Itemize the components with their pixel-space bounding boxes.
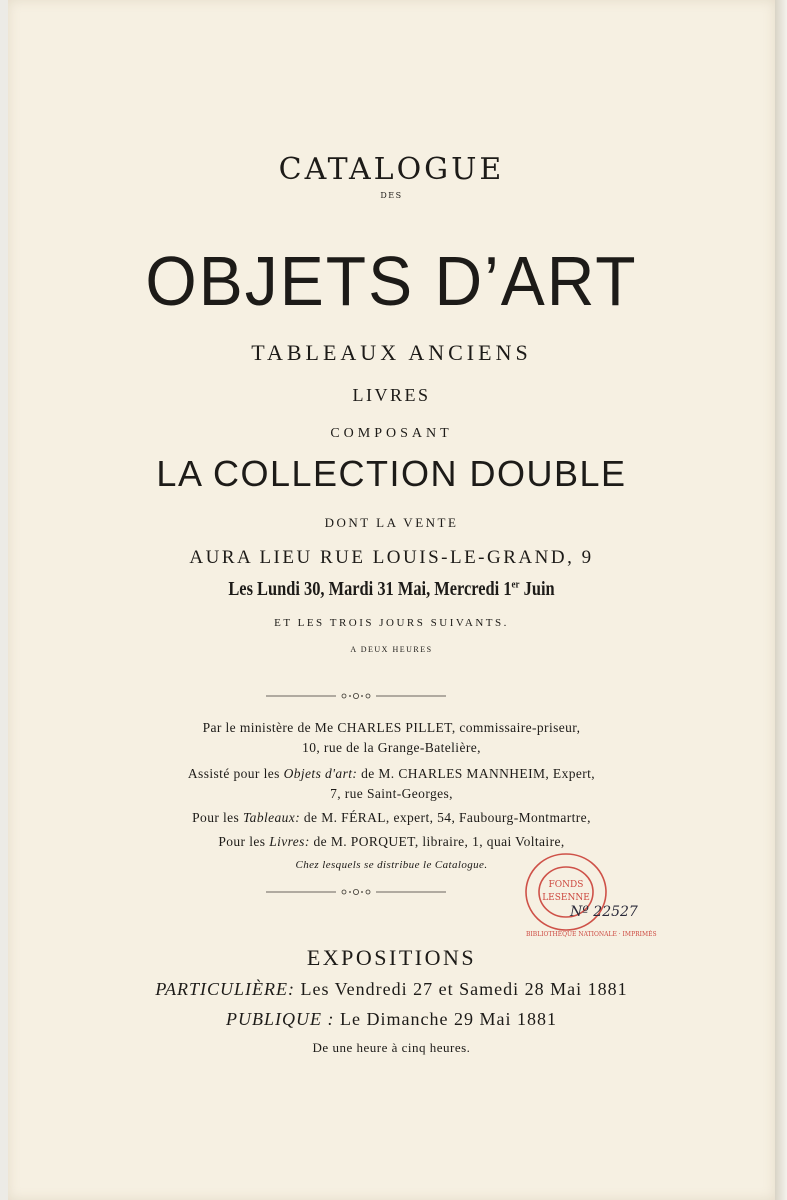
official-mannheim-pre: Assisté pour les [187, 766, 284, 781]
official-feral-post: de M. FÉRAL, expert, 54, Faubourg-Montmartre, [300, 810, 591, 825]
exposition-publique-label: PUBLIQUE : [226, 1009, 335, 1029]
official-porquet-pre: Pour les [218, 834, 270, 849]
sale-dates-sup: er [511, 578, 520, 591]
ornament-divider-bottom [266, 886, 446, 898]
composant: COMPOSANT [330, 426, 453, 441]
official-mannheim-it: Objets d'art: [283, 766, 358, 781]
official-porquet-post: de M. PORQUET, libraire, 1, quai Voltaire, [309, 834, 565, 849]
sale-dates [77, 578, 706, 601]
official-mannheim-post: de M. CHARLES MANNHEIM, Expert, [357, 766, 596, 781]
collection-double-title: LA COLLECTION DOUBLE [156, 453, 627, 494]
catalogue-heading: CATALOGUE [278, 152, 505, 187]
official-mannheim-address: 7, rue Saint-Georges, [330, 786, 453, 801]
exposition-publique-text: Le Dimanche 29 Mai 1881 [334, 1009, 557, 1029]
dont-la-vente: DONT LA VENTE [324, 515, 459, 530]
stamp-line2: LESENNE [542, 893, 590, 903]
stamp-number: Nº 22527 [570, 904, 638, 920]
livres: LIVRES [352, 385, 431, 405]
official-pillet: Par le ministère de Me CHARLES PILLET, commissaire-priseur, [202, 720, 581, 735]
official-porquet-it: Livres: [269, 834, 310, 849]
exposition-particuliere [8, 979, 775, 1000]
tableaux-anciens: TABLEAUX ANCIENS [251, 340, 532, 365]
trois-jours: ET LES TROIS JOURS SUIVANTS. [274, 617, 509, 629]
official-mannheim [8, 766, 775, 782]
sale-address: AURA LIEU RUE LOUIS-LE-GRAND, 9 [189, 547, 594, 568]
exposition-publique [8, 1009, 775, 1030]
objets-dart-title: OBJETS D’ART [145, 242, 638, 320]
stamp-line1: FONDS [548, 880, 584, 890]
page-edge [775, 0, 787, 1200]
library-stamp [520, 850, 657, 942]
exposition-hours: De une heure à cinq heures. [312, 1040, 471, 1055]
des-word: DES [380, 191, 403, 200]
sale-dates-end: Juin [519, 578, 555, 600]
official-pillet-address: 10, rue de la Grange-Batelière, [302, 740, 481, 755]
official-feral-it: Tableaux: [243, 810, 301, 825]
exposition-particuliere-label: PARTICULIÈRE: [155, 979, 296, 999]
official-porquet [8, 834, 775, 850]
expositions-heading: EXPOSITIONS [306, 945, 477, 970]
ornament-divider-top [266, 690, 446, 702]
distribution-note: Chez lesquels se distribue le Catalogue. [295, 859, 488, 871]
stamp-ring: BIBLIOTHÈQUE NATIONALE · IMPRIMÉS [526, 931, 657, 938]
official-feral [8, 810, 775, 826]
exposition-particuliere-text: Les Vendredi 27 et Samedi 28 Mai 1881 [295, 979, 628, 999]
catalogue-page [8, 0, 775, 1200]
sale-dates-main: Les Lundi 30, Mardi 31 Mai, Mercredi 1 [228, 578, 512, 600]
a-deux-heures: A DEUX HEURES [350, 645, 433, 654]
official-feral-pre: Pour les [192, 810, 243, 825]
